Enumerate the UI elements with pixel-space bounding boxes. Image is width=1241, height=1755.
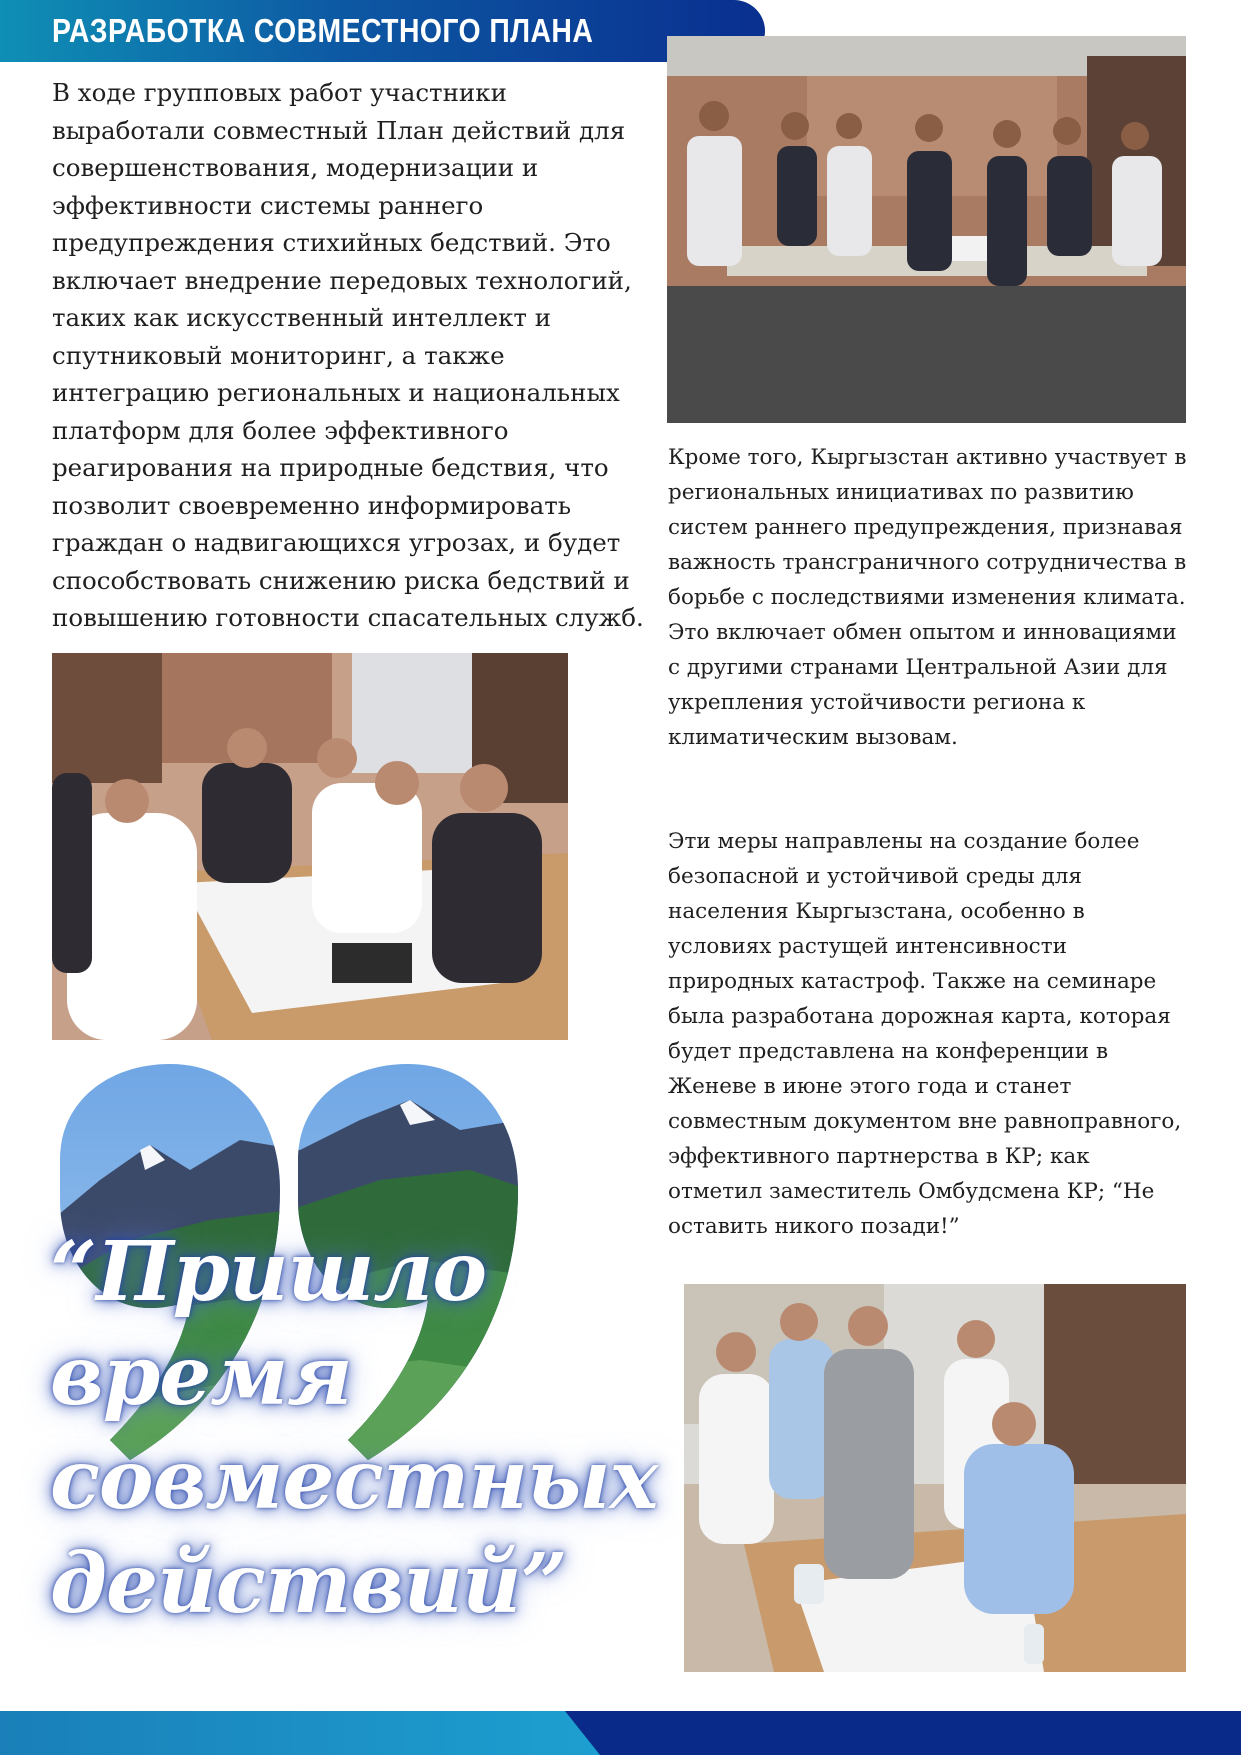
footer-accent-stripe [0,1711,600,1755]
pull-quote [40,1060,658,1680]
quote-line: совместных [50,1432,658,1528]
photo-illustration [52,653,568,1040]
photo-illustration [667,36,1186,423]
quote-line: “Пришло [50,1224,487,1320]
quote-text [50,1220,658,1636]
quote-line: время [50,1328,352,1424]
quote-line: действий” [50,1536,567,1632]
section-header-banner [0,0,765,62]
workshop-photo-standing-discussion [684,1284,1186,1672]
section-title: РАЗРАБОТКА СОВМЕСТНОГО ПЛАНА [52,12,594,49]
workshop-photo-group-at-table [667,36,1186,423]
body-paragraph-2: Кроме того, Кыргызстан активно участвует в региональных инициативах по развитию систем раннего предупреждения, признавая важность трансграничного сотрудничества в борьбе с последствиями изменения климата. Это включает обмен опытом и инновациями с другими странами Центральной Азии для укрепления устойчивости региона к климатическим вызовам. [668,445,1187,750]
body-paragraph-3: Эти меры направлены на создание более безопасной и устойчивой среды для населения Кыргызстана, особенно в условиях растущей интенсивности природных катастроф. Также на семинаре была разработана дорожная карта, которая будет представлена на конференции в Женеве в июне этого года и станет совместным документом вне равноправного, эффективного партнерства в КР; как отметил заместитель Омбудсмена КР; “Не оставить никого позади!” [668,829,1182,1239]
photo-illustration [684,1284,1186,1672]
workshop-photo-women-writing [52,653,568,1040]
body-paragraph-1: В ходе групповых работ участники выработали совместный План действий для совершенствования, модернизации и эффективности системы раннего предупреждения стихийных бедствий. Это включает внедрение передовых технологий, таких как искусственный интеллект и спутниковый мониторинг, а также интеграцию региональных и национальных платформ для более эффективного реагирования на природные бедствия, что позволит своевременно информировать граждан о надвигающихся угрозах, и будет способствовать снижению риска бедствий и повышению готовности спасательных служб. [52,78,644,632]
